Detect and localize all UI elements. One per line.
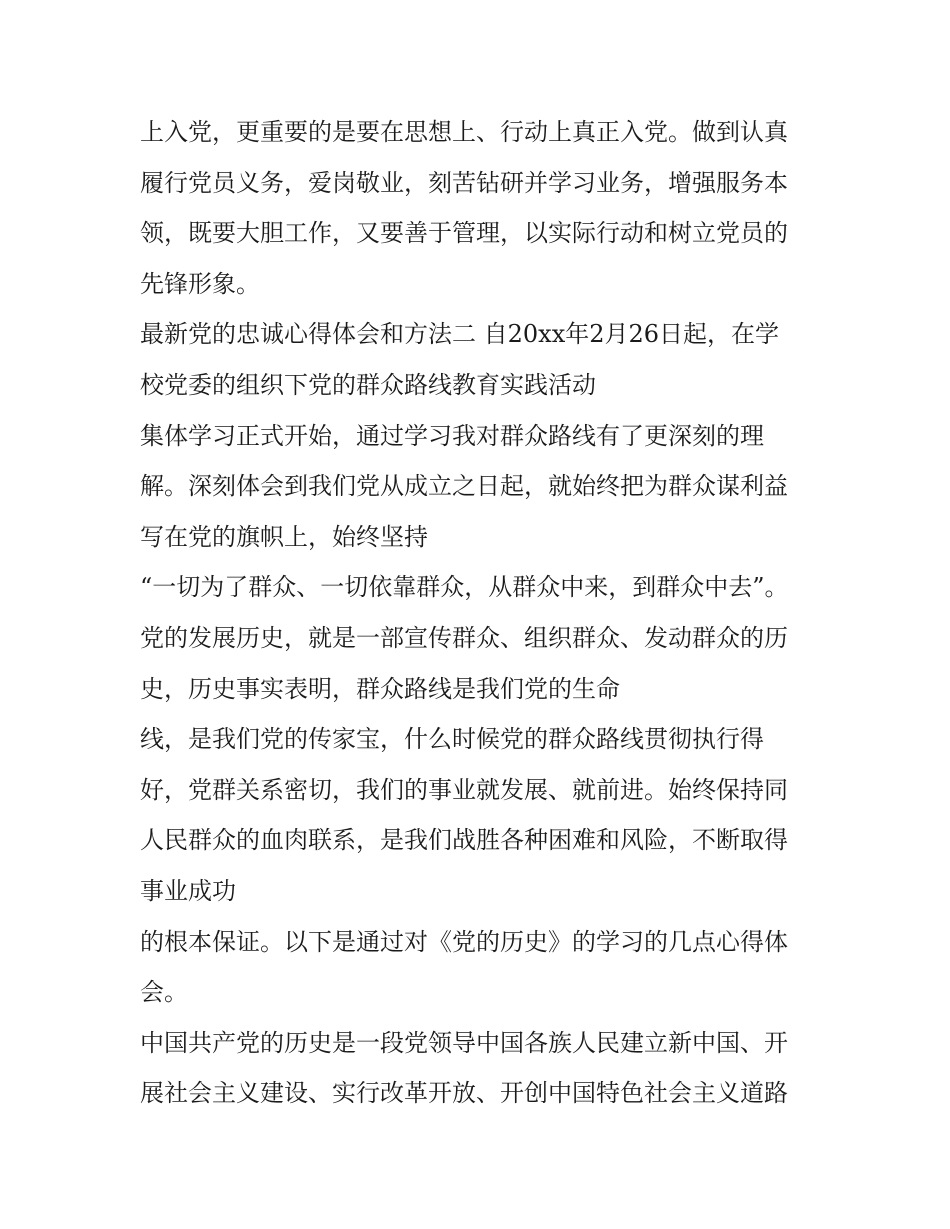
text-line: 好，党群关系密切，我们的事业就发展、就前进。始终保持同 [140,775,788,804]
text-line: 履行党员义务，爱岗敬业，刻苦钻研并学习业务，增强服务本 [140,168,788,197]
text-line: 上入党，更重要的是要在思想上、行动上真正入党。做到认真 [140,118,788,146]
text-line: 写在党的旗帜上，始终坚持 [140,522,428,551]
text-line: 党的发展历史，就是一部宣传群众、组织群众、发动群众的历 [140,623,788,652]
text-line: 会。 [140,978,188,1007]
text-line: 线，是我们党的传家宝，什么时候党的群众路线贯彻执行得 [140,725,764,754]
text-line: 领，既要大胆工作，又要善于管理，以实际行动和树立党员的 [140,219,788,248]
text-line: 史，历史事实表明，群众路线是我们党的生命 [140,674,620,703]
text-line: 人民群众的血肉联系，是我们战胜各种困难和风险，不断取得 [140,826,788,855]
text-line: 先锋形象。 [140,269,260,298]
body-text [140,107,820,1119]
text-line: 展社会主义建设、实行改革开放、开创中国特色社会主义道路 [140,1079,788,1108]
text-line: 事业成功 [140,876,236,905]
text-line: 中国共产党的历史是一段党领导中国各族人民建立新中国、开 [140,1028,788,1057]
text-line: 集体学习正式开始，通过学习我对群众路线有了更深刻的理 [140,421,764,450]
section-heading-line: 最新党的忠诚心得体会和方法二 自20xx年2月26日起，在学 [140,320,780,349]
text-line: 校党委的组织下党的群众路线教育实践活动 [140,370,596,399]
quote-line: “一切为了群众、一切依靠群众，从群众中来，到群众中去”。 [140,573,789,602]
text-line: 解。深刻体会到我们党从成立之日起，就始终把为群众谋利益 [140,472,788,501]
text-line: 的根本保证。以下是通过对《党的历史》的学习的几点心得体 [140,927,788,956]
